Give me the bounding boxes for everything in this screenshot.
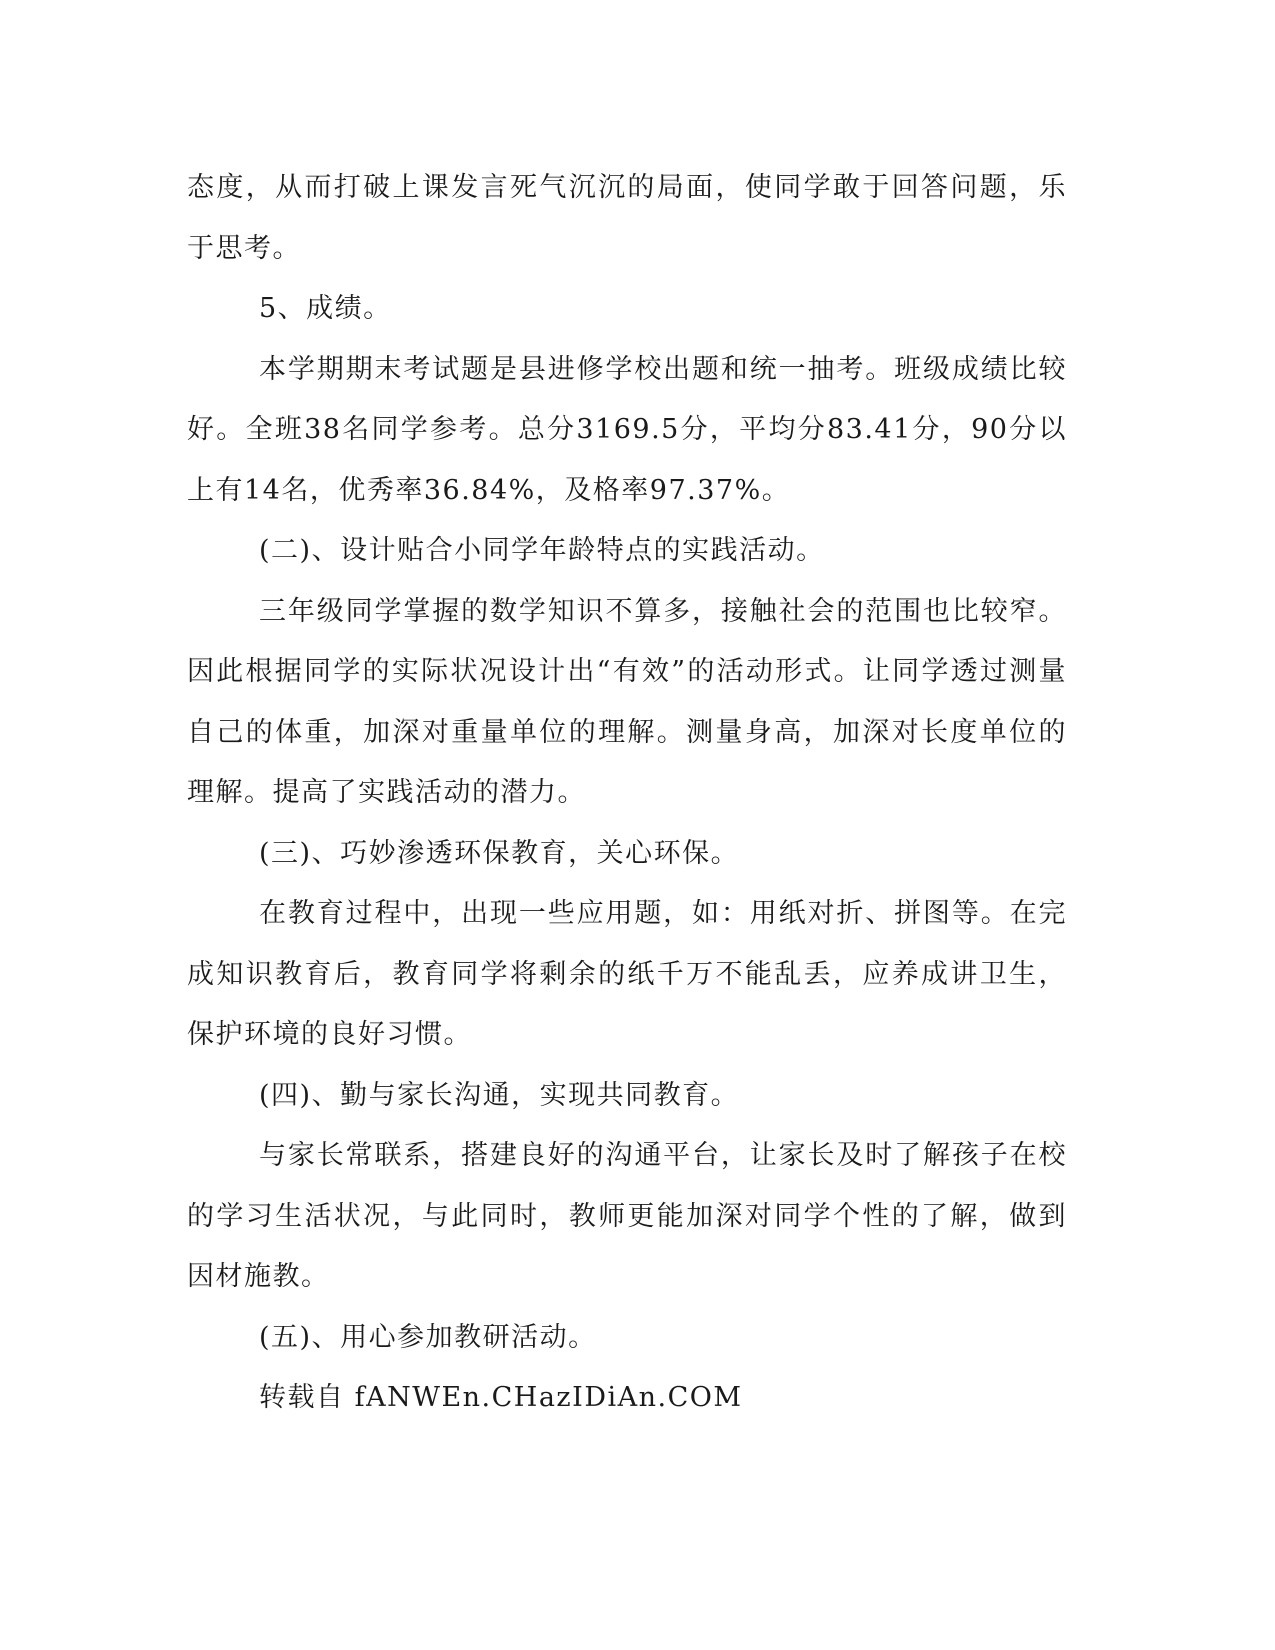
paragraph-exam-results: 本学期期末考试题是县进修学校出题和统一抽考。班级成绩比较好。全班38名同学参考。总分3169.5分，平均分83.41分，90分以上有14名，优秀率36.84%，及格率97.37%。 xyxy=(187,353,1067,506)
document-body xyxy=(187,158,1067,1429)
heading-parent-communication: (四)、勤与家长沟通，实现共同教育。 xyxy=(259,1079,740,1111)
paragraph-environmental-education: 在教育过程中，出现一些应用题，如：用纸对折、拼图等。在完成知识教育后，教育同学将剩余的纸千万不能乱丢，应养成讲卫生，保护环境的良好习惯。 xyxy=(187,898,1067,1050)
paragraph-practice-activities: 三年级同学掌握的数学知识不算多，接触社会的范围也比较窄。因此根据同学的实际状况设计出“有效”的活动形式。让同学透过测量自己的体重，加深对重量单位的理解。测量身高，加深对长度单位的理解。提高了实践活动的潜力。 xyxy=(187,595,1067,808)
heading-environmental-education: (三)、巧妙渗透环保教育，关心环保。 xyxy=(259,837,740,869)
paragraph-attitude-continuation: 态度，从而打破上课发言死气沉沉的局面，使同学敢于回答问题，乐于思考。 xyxy=(187,172,1067,264)
heading-teaching-research: (五)、用心参加教研活动。 xyxy=(259,1321,597,1353)
paragraph-parent-communication: 与家长常联系，搭建良好的沟通平台，让家长及时了解孩子在校的学习生活状况，与此同时，教师更能加深对同学个性的了解，做到因材施教。 xyxy=(187,1140,1067,1292)
heading-practice-activities: (二)、设计贴合小同学年龄特点的实践活动。 xyxy=(259,535,825,566)
source-attribution: 转载自 fANWEn.CHazIDiAn.COM xyxy=(259,1382,743,1413)
heading-results: 5、成绩。 xyxy=(259,293,392,324)
